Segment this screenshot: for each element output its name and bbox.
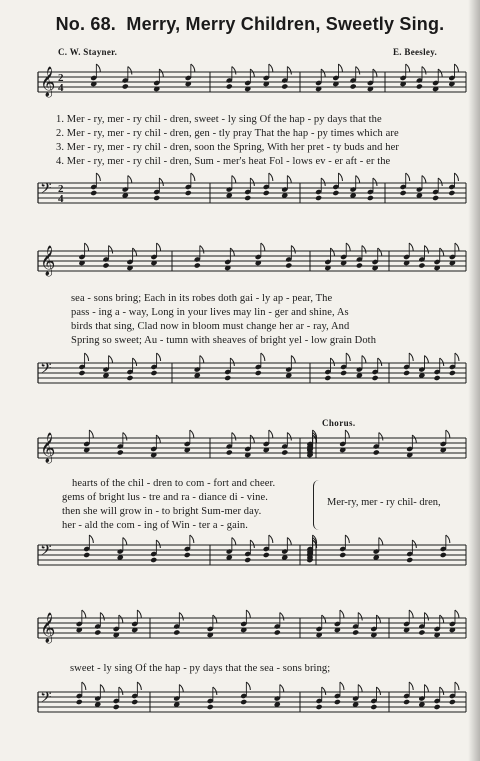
note-flag: [455, 610, 459, 618]
verse-2-line-2: pass - ing a - way, Long in your lives may lin - ger and shine, As: [71, 307, 349, 318]
note-flag: [287, 176, 291, 184]
note-head: [226, 449, 233, 455]
note-flag: [379, 538, 383, 546]
note-head: [372, 375, 379, 381]
note-head: [122, 83, 129, 89]
note-head: [352, 629, 359, 635]
chorus-final-line: sweet - ly sing Of the hap - py days that the sea - sons bring;: [70, 663, 331, 674]
bass-staff-system-2: [0, 355, 480, 405]
note-head: [274, 629, 281, 635]
note-head: [226, 83, 233, 89]
treble-staff-system-4: [0, 610, 480, 670]
note-flag: [109, 356, 113, 364]
note-flag: [454, 173, 458, 181]
note-flag: [455, 682, 459, 690]
note-flag: [119, 615, 123, 623]
bass-staff-system-4: [0, 684, 480, 734]
note-flag: [287, 433, 291, 441]
note-head: [131, 699, 138, 705]
hymn-title: [30, 14, 470, 35]
note-flag: [123, 538, 127, 546]
note-flag: [109, 246, 113, 254]
note-head: [370, 704, 377, 710]
note-flag: [159, 69, 163, 77]
note-flag: [362, 246, 366, 254]
verse-brace: [313, 480, 322, 530]
note-head: [434, 704, 441, 710]
note-flag: [213, 687, 217, 695]
note-flag: [378, 248, 382, 256]
note-head: [113, 704, 120, 710]
note-flag: [406, 173, 410, 181]
note-flag: [200, 356, 204, 364]
note-flag: [356, 176, 360, 184]
bass-clef: 𝄢: [40, 180, 52, 201]
note-flag: [100, 685, 104, 693]
bass-clef: 𝄢: [40, 542, 52, 563]
note-flag: [137, 682, 141, 690]
note-flag: [133, 248, 137, 256]
note-flag: [191, 173, 195, 181]
note-head: [240, 699, 247, 705]
note-head: [153, 195, 160, 201]
note-head: [449, 699, 456, 705]
note-head: [340, 370, 347, 376]
note-flag: [128, 176, 132, 184]
note-flag: [455, 353, 459, 361]
note-flag: [232, 538, 236, 546]
note-flag: [246, 682, 250, 690]
treble-clef: 𝄞: [40, 433, 56, 463]
note-flag: [191, 64, 195, 72]
note-head: [339, 552, 346, 558]
verse-3-line-1: 3. Mer - ry, mer - ry chil - dren, soon the Spring, With her pret - ty buds and her: [56, 142, 399, 153]
note-flag: [133, 358, 137, 366]
note-flag: [190, 430, 194, 438]
note-head: [78, 370, 85, 376]
note-head: [400, 190, 407, 196]
note-head: [367, 195, 374, 201]
note-head: [244, 195, 251, 201]
note-head: [224, 375, 231, 381]
note-flag: [362, 356, 366, 364]
bass-staff-system-1: [0, 175, 480, 225]
note-head: [285, 262, 292, 268]
note-flag: [424, 246, 428, 254]
note-flag: [346, 243, 350, 251]
verse-3-line-2: birds that sing, Clad now in bloom must change her ar - ray, And: [71, 321, 350, 332]
bass-clef: 𝄢: [40, 689, 52, 710]
note-flag: [440, 615, 444, 623]
note-head: [418, 262, 425, 268]
time-signature-top: 2: [58, 183, 64, 195]
note-flag: [246, 610, 250, 618]
author-credit: C. W. Stayner.: [58, 47, 118, 57]
note-head: [432, 195, 439, 201]
note-flag: [157, 353, 161, 361]
time-signature-bottom: 4: [58, 193, 64, 205]
note-head: [434, 375, 441, 381]
note-flag: [409, 243, 413, 251]
note-flag: [373, 69, 377, 77]
note-head: [406, 557, 413, 563]
note-flag: [269, 430, 273, 438]
note-head: [281, 83, 288, 89]
note-flag: [156, 540, 160, 548]
note-flag: [338, 64, 342, 72]
bass-clef: 𝄢: [40, 360, 52, 381]
note-flag: [200, 246, 204, 254]
note-flag: [358, 613, 362, 621]
note-flag: [261, 353, 265, 361]
note-flag: [89, 535, 93, 543]
note-flag: [280, 685, 284, 693]
note-head: [448, 190, 455, 196]
note-head: [440, 552, 447, 558]
note-flag: [409, 682, 413, 690]
note-head: [263, 190, 270, 196]
verse-1-line-3: hearts of the chil - dren to com - fort and cheer.: [72, 478, 276, 489]
note-head: [150, 557, 157, 563]
treble-clef: 𝄞: [40, 246, 56, 276]
note-head: [416, 83, 423, 89]
note-head: [324, 375, 331, 381]
note-head: [373, 449, 380, 455]
note-flag: [190, 535, 194, 543]
chorus-text: Mer-ry, mer - ry chil- dren,: [327, 497, 441, 508]
note-flag: [119, 687, 123, 695]
note-flag: [85, 353, 89, 361]
verse-2-line-1: 2. Mer - ry, mer - ry chil - dren, gen - tly pray That the hap - py times which are: [56, 128, 399, 139]
note-head: [418, 629, 425, 635]
note-flag: [85, 243, 89, 251]
note-flag: [455, 243, 459, 251]
note-flag: [291, 246, 295, 254]
note-flag: [232, 176, 236, 184]
note-flag: [376, 687, 380, 695]
note-flag: [409, 610, 413, 618]
verse-4-line-3: her - ald the com - ing of Win - ter a - gain.: [62, 520, 248, 531]
note-flag: [230, 358, 234, 366]
note-head: [356, 262, 363, 268]
note-head: [184, 552, 191, 558]
note-flag: [454, 64, 458, 72]
note-flag: [128, 67, 132, 75]
hymn-number: No. 68.: [55, 14, 117, 34]
note-flag: [269, 173, 273, 181]
note-flag: [338, 173, 342, 181]
note-flag: [250, 435, 254, 443]
note-flag: [82, 610, 86, 618]
bass-staff-system-3: [0, 537, 480, 587]
note-flag: [96, 173, 100, 181]
note-flag: [123, 433, 127, 441]
time-signature-top: 2: [58, 72, 64, 84]
note-flag: [156, 435, 160, 443]
note-flag: [409, 353, 413, 361]
verse-4-line-1: 4. Mer - ry, mer - ry chil - dren, Sum - mer's heat Fol - lows ev - er aft - er the: [56, 156, 391, 167]
note-head: [350, 83, 357, 89]
note-flag: [440, 248, 444, 256]
note-flag: [412, 540, 416, 548]
note-flag: [322, 615, 326, 623]
note-head: [263, 552, 270, 558]
note-flag: [159, 178, 163, 186]
note-flag: [378, 358, 382, 366]
note-flag: [446, 535, 450, 543]
note-flag: [232, 433, 236, 441]
note-flag: [82, 682, 86, 690]
note-flag: [287, 67, 291, 75]
note-flag: [291, 356, 295, 364]
note-head: [185, 190, 192, 196]
note-flag: [232, 67, 236, 75]
note-flag: [422, 176, 426, 184]
note-head: [316, 704, 323, 710]
note-flag: [356, 67, 360, 75]
note-flag: [440, 358, 444, 366]
note-flag: [440, 687, 444, 695]
note-flag: [321, 69, 325, 77]
note-flag: [287, 538, 291, 546]
note-head: [76, 699, 83, 705]
note-flag: [438, 178, 442, 186]
note-flag: [96, 64, 100, 72]
note-head: [117, 449, 124, 455]
hymn-name: Merry, Merry Children, Sweetly Sing.: [126, 14, 445, 34]
note-head: [403, 370, 410, 376]
note-head: [102, 262, 109, 268]
note-flag: [330, 358, 334, 366]
note-flag: [340, 682, 344, 690]
note-head: [173, 629, 180, 635]
note-flag: [89, 430, 93, 438]
note-flag: [422, 67, 426, 75]
note-head: [449, 370, 456, 376]
composer-credit: E. Beesley.: [393, 47, 438, 57]
note-head: [150, 370, 157, 376]
page-binding-shadow: [468, 0, 480, 761]
verse-2-line-3: gems of bright lus - tre and ra - diance di - vine.: [62, 492, 268, 503]
note-flag: [345, 535, 349, 543]
note-head: [207, 704, 214, 710]
verse-3-line-3: then she will grow in - to bright Sum-mer day.: [62, 506, 262, 517]
treble-clef: 𝄞: [40, 613, 56, 643]
note-flag: [269, 64, 273, 72]
note-flag: [250, 69, 254, 77]
verse-1-line-1: 1. Mer - ry, mer - ry chil - dren, sweet - ly sing Of the hap - py days that the: [56, 114, 382, 125]
note-head: [194, 262, 201, 268]
note-flag: [412, 435, 416, 443]
note-head: [126, 375, 133, 381]
note-flag: [379, 433, 383, 441]
note-head: [244, 557, 251, 563]
note-head: [94, 629, 101, 635]
treble-clef: 𝄞: [40, 67, 56, 97]
note-flag: [250, 178, 254, 186]
note-flag: [261, 243, 265, 251]
note-flag: [269, 535, 273, 543]
note-flag: [137, 610, 141, 618]
note-flag: [321, 178, 325, 186]
note-flag: [424, 685, 428, 693]
chorus-label: Chorus.: [322, 418, 356, 428]
note-flag: [376, 615, 380, 623]
time-signature-bottom: 4: [58, 82, 64, 94]
note-flag: [345, 430, 349, 438]
note-flag: [230, 248, 234, 256]
note-flag: [179, 613, 183, 621]
note-flag: [157, 243, 161, 251]
verse-4-line-2: Spring so sweet; Au - tumn with sheaves of bright yel - low grain Doth: [71, 335, 377, 346]
note-flag: [340, 610, 344, 618]
note-flag: [373, 178, 377, 186]
note-flag: [330, 248, 334, 256]
note-flag: [438, 69, 442, 77]
note-head: [90, 190, 97, 196]
note-flag: [358, 685, 362, 693]
note-head: [332, 190, 339, 196]
note-head: [255, 370, 262, 376]
note-head: [83, 552, 90, 558]
note-flag: [100, 613, 104, 621]
note-flag: [213, 615, 217, 623]
note-flag: [322, 687, 326, 695]
note-head: [403, 699, 410, 705]
note-head: [315, 195, 322, 201]
note-flag: [280, 613, 284, 621]
note-flag: [424, 356, 428, 364]
verse-1-line-2: sea - sons bring; Each in its robes doth gai - ly ap - pear, The: [71, 293, 333, 304]
note-head: [334, 699, 341, 705]
note-flag: [406, 64, 410, 72]
note-head: [281, 449, 288, 455]
note-flag: [179, 685, 183, 693]
note-flag: [346, 353, 350, 361]
note-flag: [446, 430, 450, 438]
note-flag: [424, 613, 428, 621]
note-flag: [250, 540, 254, 548]
